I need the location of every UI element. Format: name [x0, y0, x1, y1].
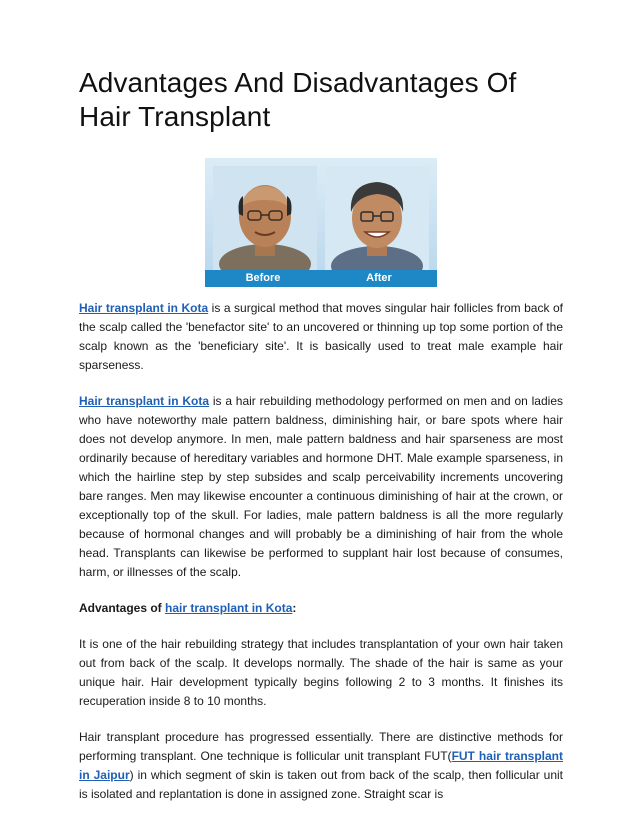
paragraph-intro	[79, 299, 563, 375]
photo-caption-bar	[205, 270, 437, 287]
link-fut-hair-transplant-jaipur[interactable]: FUT hair transplant in Jaipur	[79, 749, 564, 782]
paragraph-text: ) in which segment of skin is taken out from back of the scalp, then follicular unit is isolated and replantation is done in assigned zone. Straight scar is	[79, 768, 563, 801]
paragraph-methodology	[79, 392, 563, 582]
after-label: After	[366, 272, 392, 284]
before-after-photo	[205, 158, 437, 287]
link-hair-transplant-kota[interactable]: Hair transplant in Kota	[79, 301, 209, 315]
before-label: Before	[245, 272, 281, 284]
document-page	[79, 66, 563, 804]
section-heading-advantages	[79, 599, 563, 618]
paragraph-text: Hair transplant procedure has progressed essentially. There are distinctive methods for performing transplant. One technique is follicular unit transplant FUT(	[79, 730, 563, 763]
after-face-image	[325, 166, 429, 270]
paragraph-advantages: It is one of the hair rebuilding strategy that includes transplantation of your own hair taken out from back of the scalp. It develops normally. The shade of the hair is same as your unique hair. Hair development typically begins following 2 to 3 months. It finishes its recuperation inside 8 to 10 months.	[79, 637, 563, 708]
paragraph-text: is a surgical method that moves singular hair follicles from back of the scalp called the 'benefactor site' to an uncovered or thinning up top some portion of the scalp known as the 'beneficiary site'. It is basically used to treat male example hair sparseness.	[79, 301, 563, 372]
paragraph-text: is a hair rebuilding methodology performed on men and on ladies who have noteworthy male pattern baldness, diminishing hair, or bare spots where hair does not develop anymore. In men, male pattern baldness and hair sparseness are most ordinarily because of hereditary variables and hormone DHT. Male example sparseness, in which the hairline step by step subsides and scalp perceivability increments uncovering bare ranges. Men may likewise encounter a continuous diminishing of hair at the crown, or exceptionally top of the skull. For ladies, male pattern baldness is all the more regularly because of hormonal changes and will probably be a diminishing of hair from the whole head. Transplants can likewise be performed to supplant hair lost because of consumes, harm, or illnesses of the scalp.	[79, 394, 563, 579]
page-title: Advantages And Disadvantages Of Hair Transplant	[79, 67, 517, 132]
before-face-image	[213, 166, 317, 270]
heading-prefix: Advantages of	[79, 601, 166, 615]
heading-suffix: :	[292, 601, 297, 615]
link-hair-transplant-kota[interactable]: hair transplant in Kota	[165, 601, 293, 615]
paragraph-procedure	[79, 728, 563, 804]
link-hair-transplant-kota[interactable]: Hair transplant in Kota	[79, 394, 210, 408]
